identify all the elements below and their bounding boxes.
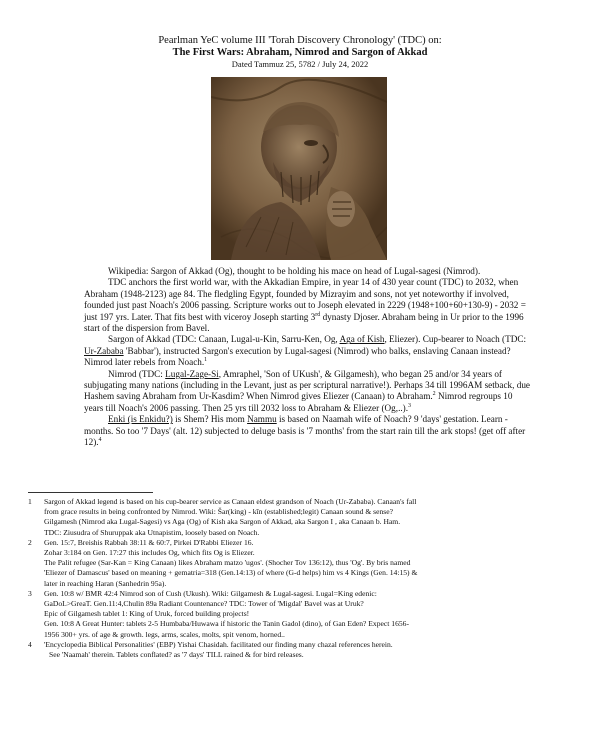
footnote-ref-1[interactable]: 1 — [204, 357, 208, 364]
footnote-text — [44, 538, 568, 589]
text-run: Nimrod regroups 10 years till Noach's 2006 passing. Then 25 yrs till 2032 loss to Abraham & Eliezer (Og,..). — [84, 391, 513, 413]
text-run: 'Babbar'), instructed Sargon's execution by Lugal-sagesi (Nimrod) who balks, enslaving Canaan instead? Nimrod later rebels from Noach. — [84, 345, 511, 368]
footnote-line: Gilgamesh (Nimrod aka Lugal-Sagesi) vs Aga (Og) of Kish aka Sargon of Akkad, aka Sargon I , aka Canaan b. Ham. — [44, 517, 401, 527]
superscript: rd — [315, 311, 321, 318]
paragraph-tdc-anchor — [84, 277, 530, 334]
footnote-number: 2 — [28, 537, 32, 547]
footnote-3 — [28, 589, 568, 640]
footnotes — [28, 497, 568, 660]
footnote-ref-4[interactable]: 4 — [98, 437, 102, 444]
underlined-term-nammu: Nammu — [247, 414, 277, 425]
footnote-line: See 'Naamah' therein. Tablets conflated? as '7 days' TILL rained & for bird releases. — [49, 650, 304, 660]
footnote-divider — [28, 492, 153, 493]
underlined-term-lugal-zage-si: Lugal-Zage-Si — [165, 368, 219, 379]
footnote-text — [44, 640, 568, 660]
footnote-line: GaDoL>GreaT. Gen.11:4,Chulin 89a Radiant Countenance? TDC: Tower of 'Migdal' Bavel was at Uruk? — [44, 599, 364, 609]
footnote-4 — [28, 640, 568, 660]
footnote-1 — [28, 497, 568, 538]
text-run: TDC anchors the first world war, with the Akkadian Empire, in year 14 of 430 year count (TDC) to 2032, when Abraham (1948-2123) age 84. The fledgling Egypt, founded by Mizrayim and sons, not yet noteworthy if involved, founded just past Noach's 2006 passing. Scripture works out to Joseph elevated in 2229 (1948+100+60+130-9) - 2032 = just 197 yrs. Later. That fits best with viceroy Joseph starting 3 — [84, 277, 526, 322]
text-run: is Shem? His mom — [172, 414, 248, 425]
stele-photo — [211, 77, 387, 260]
text-run: is based on Naamah wife of Noach? 9 'days' gestation. Learn - months. So too '7 Days' (alt. 12) subjected to deluge basis is '7 months' from the start rain till the ark stops! (get off after 12). — [84, 414, 526, 448]
paragraph-enki — [84, 414, 530, 448]
footnote-ref-3[interactable]: 3 — [408, 402, 412, 409]
footnote-text — [44, 589, 568, 640]
text-run: dynasty Djoser. Abraham being in Ur prior to the 1996 start of the dispersion from Bavel. — [84, 311, 524, 334]
underlined-term-enki: Enki (is Enkidu?) — [108, 414, 173, 425]
footnote-line: Zohar 3:184 on Gen. 17:27 this includes Og, which fits Og is Eliezer. — [44, 548, 255, 558]
footnote-number: 4 — [28, 639, 32, 649]
footnote-line: Epic of Gilgamesh tablet 1: King of Uruk, forced building projects! — [44, 609, 250, 619]
footnote-line: later in reaching Haran (Sanhedrin 95a). — [44, 578, 167, 588]
footnote-text — [44, 497, 568, 538]
paragraph-wikipedia: Wikipedia: Sargon of Akkad (Og), thought to be holding his mace on head of Lugal-sagesi (Nimrod). — [108, 266, 481, 276]
footnote-line: Sargon of Akkad legend is based on his cup-bearer service as Canaan eldest grandson of Noach (Ur-Zababa). Canaan's fall — [44, 497, 417, 506]
underlined-term-aga-of-kish: Aga of Kish — [339, 334, 385, 345]
underlined-term-ur-zababa: Ur-Zababa — [84, 345, 124, 356]
footnote-line: Gen. 10:8 A Great Hunter: tablets 2-5 Humbaba/Huwawa if historic the Tanin Gadol (dino), of Gan Eden? Expect 1656- — [44, 619, 409, 629]
date-line: Dated Tammuz 25, 5782 / July 24, 2022 — [231, 59, 369, 69]
footnote-line: from grace results in being confronted by Nimrod. Wiki: Šar(king) - kīn (established;legit) Canaan sound & sense? — [44, 507, 393, 517]
footnote-line: 'Eliezer of Damascus' based on meaning + gematria=318 (Gen.14:13) of where (G-d helps) him vs 4 Kings (Gen. 14:15) & — [44, 568, 418, 578]
footnote-line: Gen. 15:7, Breishis Rabbah 38:11 & 60:7, Pirkei D'Rabbi Eliezer 16. — [44, 537, 254, 547]
stele-relief-illustration — [211, 77, 387, 260]
text-run: Sargon of Akkad (TDC: Canaan, Lugal-u-Kin, Sarru-Ken, Og, — [108, 334, 340, 345]
paragraph-nimrod — [84, 369, 530, 415]
footnote-line: The Palit refugee (Sar-Kan = King Canaan) likes Abraham matzo 'ugos'. (Shocher Tov 136:12), thus 'Og'. By bris named — [44, 558, 411, 568]
article-body — [84, 266, 530, 449]
text-run: , Amraphel, 'Son of UKush', & Gilgamesh), who began 25 and/or 34 years of subjugating many nations (including in the Levant, just as per scriptural narrative!). Perhaps 34 till 1996AM setback, due Hashem saving Abraham from Ur-Kasdim? When Nimrod gives Eliezer (Canaan) to Abraham. — [84, 368, 531, 402]
footnote-number: 3 — [28, 588, 32, 598]
footnote-number: 1 — [28, 497, 32, 506]
footnote-line: TDC: Ziusudra of Shuruppak aka Utnapistim, loosely based on Noach. — [44, 527, 260, 537]
footnote-ref-2[interactable]: 2 — [432, 391, 436, 398]
text-run: Nimrod (TDC: — [108, 368, 166, 379]
text-run: , Eliezer). Cup-bearer to Noach (TDC: — [384, 334, 527, 345]
footnote-line: 1956 300+ yrs. of age & growth. legs, arms, scales, molts, spit venom, horned.. — [44, 629, 285, 639]
footnote-line: Gen. 10:8 w/ BMR 42:4 Nimrod son of Cush (Ukush). Wiki: Gilgamesh & Lugal-sagesi. Lugal=King edenic: — [44, 588, 377, 598]
series-line: Pearlman YeC volume III 'Torah Discovery Chronology' (TDC) on: — [158, 35, 442, 46]
page-title: The First Wars: Abraham, Nimrod and Sargon of Akkad — [172, 47, 428, 58]
paragraph-sargon — [84, 334, 530, 368]
footnote-2 — [28, 538, 568, 589]
footnote-line: 'Encyclopedia Biblical Personalities' (EBP) Yishai Chasidah. facilitated our finding many chazal references herein. — [44, 639, 393, 649]
